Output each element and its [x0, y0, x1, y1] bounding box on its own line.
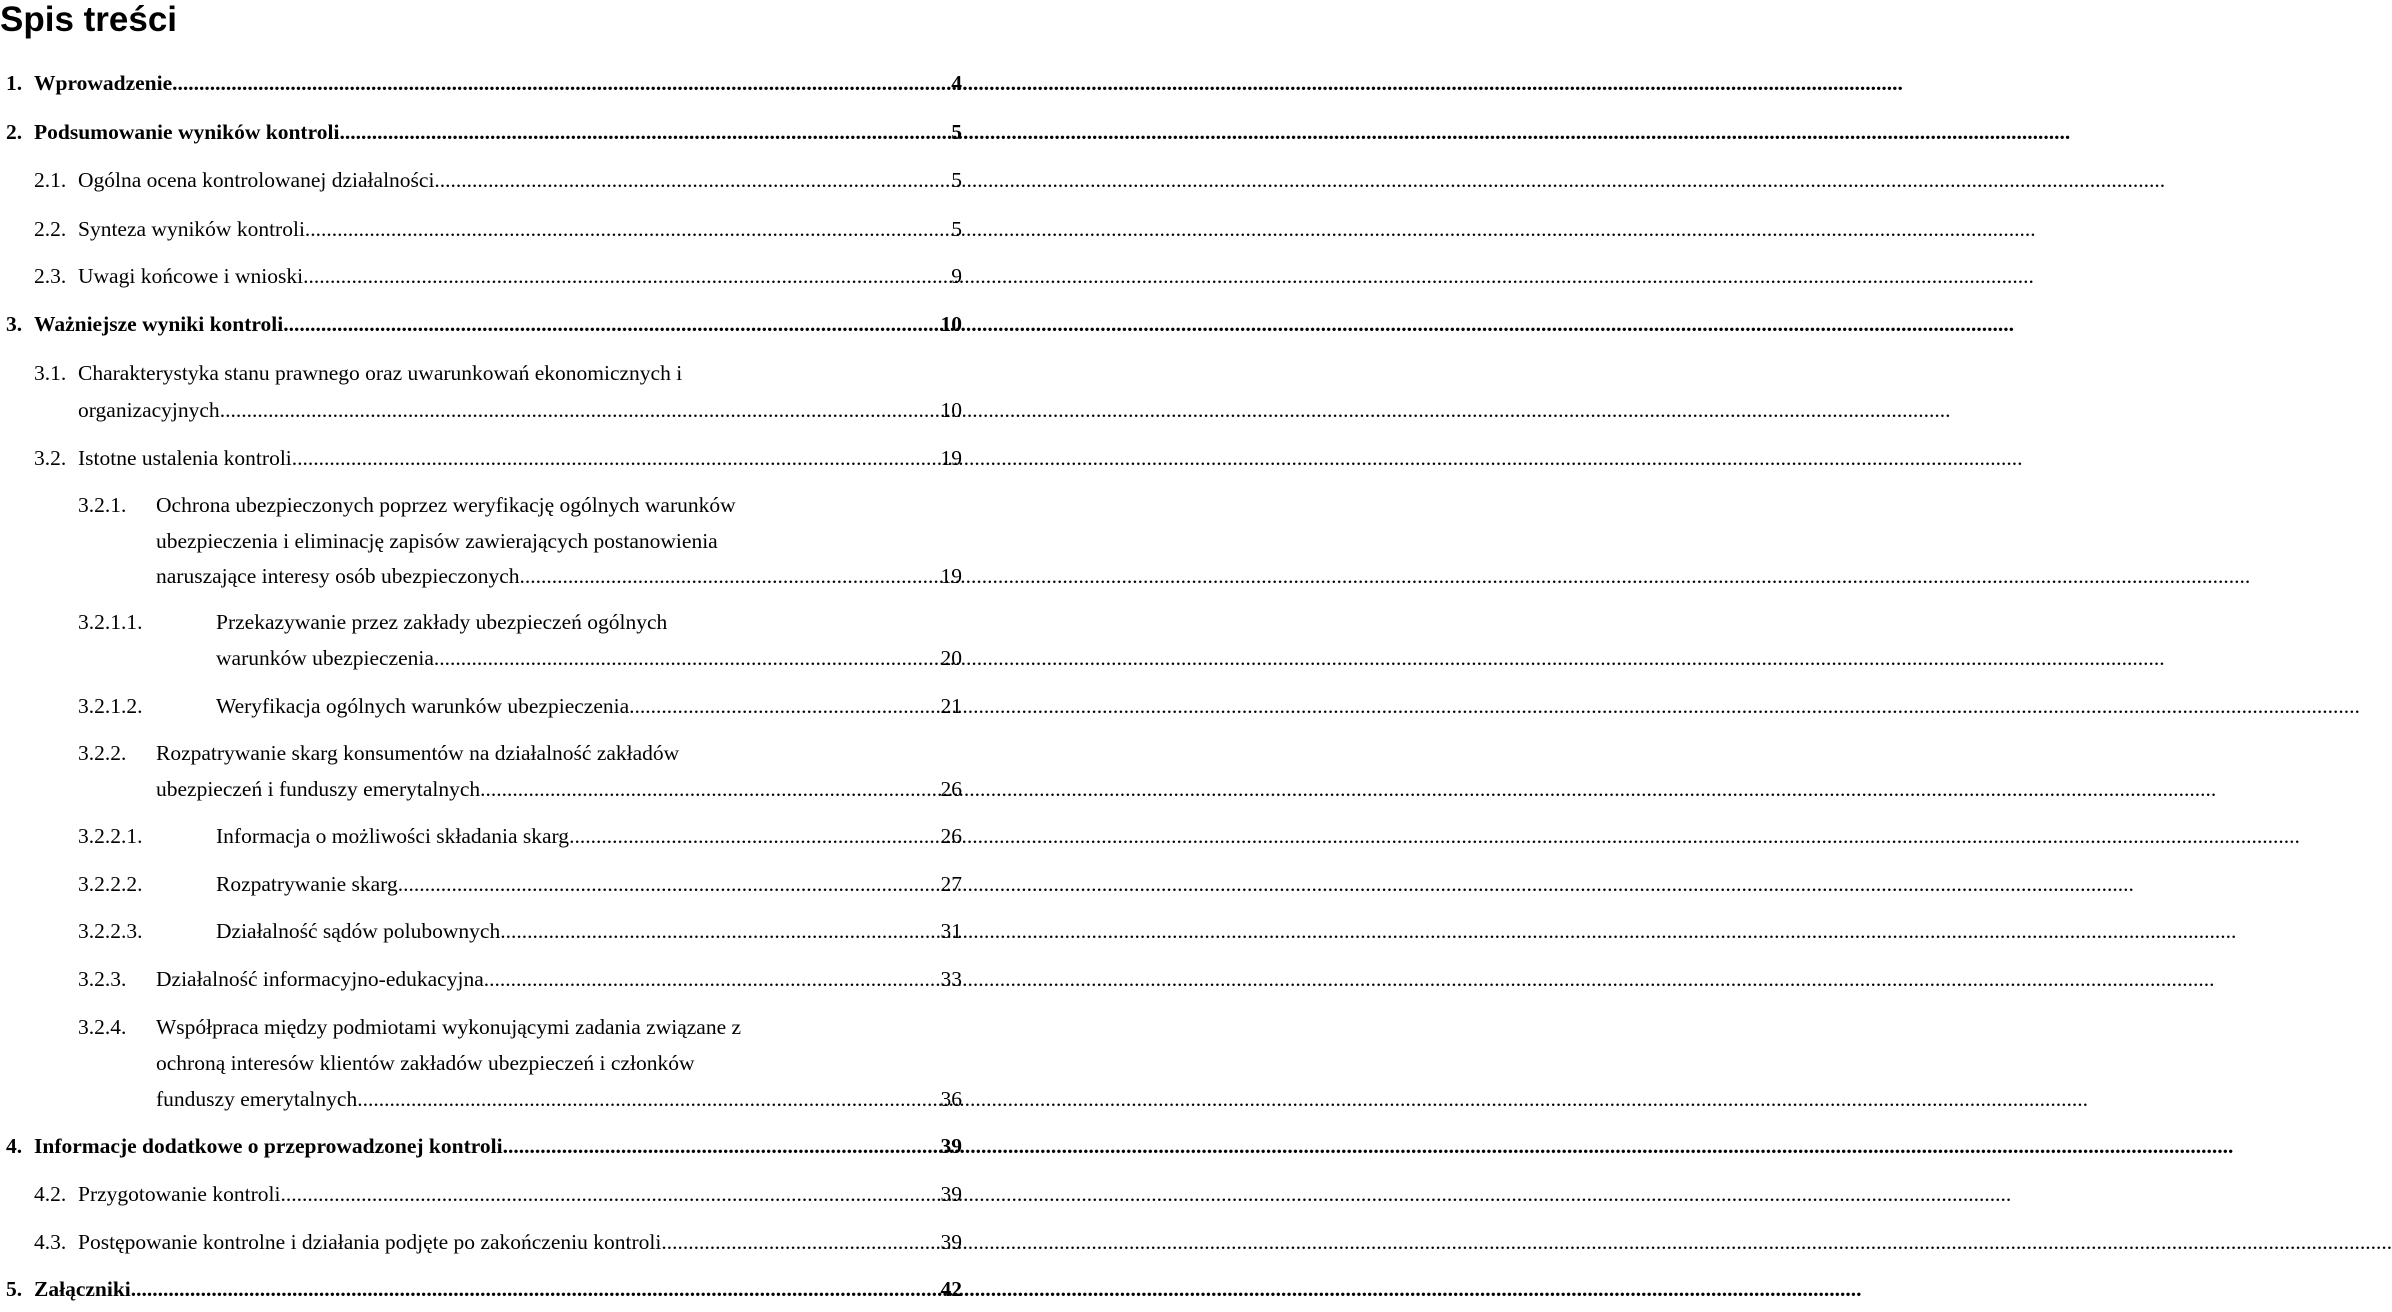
toc-entry-title: Weryfikacja ogólnych warunków ubezpieczenia: [216, 694, 630, 718]
toc-entry-title: Rozpatrywanie skarg konsumentów na działalność zakładów: [156, 741, 680, 765]
toc-entry-title: naruszające interesy osób ubezpieczonych: [156, 564, 520, 588]
toc-page-number: 42: [940, 1277, 962, 1301]
toc-entry[interactable]: [78, 1084, 962, 1114]
toc-entry-number: 2.: [6, 120, 23, 144]
toc-entry[interactable]: [34, 358, 962, 388]
toc-entry[interactable]: [78, 607, 962, 637]
toc-dot-leader: [403, 869, 939, 899]
toc-page-number: 21: [940, 694, 962, 718]
toc-dot-leader: [503, 1131, 940, 1161]
toc-page-number: 33: [940, 967, 962, 991]
toc-page-number: 39: [940, 1134, 962, 1158]
toc-entry-number: 2.1.: [34, 168, 67, 192]
toc-entry[interactable]: [78, 964, 962, 994]
toc-entry[interactable]: [78, 774, 962, 804]
toc-entry-title: Postępowanie kontrolne i działania podjęte po zakończeniu kontroli: [78, 1230, 662, 1254]
toc-entry-number: 3.2.2.2.: [78, 872, 143, 896]
toc-entry[interactable]: [78, 916, 962, 946]
toc-entry-title: Uwagi końcowe i wnioski: [78, 264, 304, 288]
toc-entry-title: ubezpieczenia i eliminację zapisów zawierających postanowienia: [156, 529, 718, 553]
toc-dot-leader: [292, 443, 940, 473]
toc-dot-leader: [520, 561, 940, 591]
table-of-contents: [0, 0, 960, 1312]
toc-entry[interactable]: [6, 68, 962, 98]
toc-entry-title: Synteza wyników kontroli: [78, 217, 305, 241]
toc-entry-title: Podsumowanie wyników kontroli: [34, 120, 340, 144]
toc-entry-title: organizacyjnych: [78, 398, 220, 422]
toc-page-number: 20: [940, 646, 962, 670]
toc-page-number: 39: [940, 1230, 962, 1254]
toc-entry-title: Informacja o możliwości składania skarg: [216, 824, 570, 848]
toc-entry[interactable]: [34, 214, 962, 244]
toc-page-number: 5: [951, 168, 962, 192]
toc-entry[interactable]: [34, 261, 962, 291]
toc-entry[interactable]: [34, 1227, 962, 1257]
toc-entry[interactable]: [34, 1179, 962, 1209]
toc-entry[interactable]: [6, 117, 962, 147]
toc-entry-title: Ważniejsze wyniki kontroli: [34, 312, 284, 336]
toc-dot-leader: [434, 165, 950, 195]
toc-page-number: 19: [940, 446, 962, 470]
toc-page-number: 26: [940, 777, 962, 801]
toc-entry[interactable]: [78, 821, 962, 851]
toc-page-number: 10: [940, 398, 962, 422]
toc-entry-title: Informacje dodatkowe o przeprowadzonej kontroli: [34, 1134, 503, 1158]
toc-entry-title: Przygotowanie kontroli: [78, 1182, 281, 1206]
toc-entry[interactable]: [78, 1012, 962, 1042]
toc-entry-title: Istotne ustalenia kontroli: [78, 446, 292, 470]
toc-entry-title: Przekazywanie przez zakłady ubezpieczeń ogólnych: [216, 610, 668, 634]
toc-entry-number: 2.2.: [34, 217, 67, 241]
toc-entry[interactable]: [78, 643, 962, 673]
toc-entry[interactable]: [78, 738, 962, 768]
toc-entry-number: 3.2.3.: [78, 967, 127, 991]
toc-entry-title: Wprowadzenie: [34, 71, 173, 95]
toc-entry-number: 3.: [6, 312, 23, 336]
toc-entry-number: 3.2.1.: [78, 493, 127, 517]
toc-entry[interactable]: [78, 691, 962, 721]
toc-dot-leader: [220, 395, 940, 425]
toc-entry-number: 4.3.: [34, 1230, 67, 1254]
toc-page-number: 5: [951, 217, 962, 241]
toc-entry[interactable]: [78, 490, 962, 520]
toc-entry-number: 4.: [6, 1134, 23, 1158]
toc-entry-title: warunków ubezpieczenia: [216, 646, 434, 670]
toc-dot-leader: [357, 1084, 939, 1114]
toc-entry-number: 3.2.2.3.: [78, 919, 143, 943]
toc-dot-leader: [305, 214, 950, 244]
toc-entry[interactable]: [34, 443, 962, 473]
toc-entry[interactable]: [78, 526, 962, 556]
toc-entry-title: ochroną interesów klientów zakładów ubezpieczeń i członków: [156, 1051, 695, 1075]
toc-page-number: 39: [940, 1182, 962, 1206]
toc-entry-number: 3.1.: [34, 361, 67, 385]
toc-dot-leader: [569, 821, 939, 851]
toc-entry[interactable]: [78, 1048, 962, 1078]
toc-page-number: 4: [951, 71, 962, 95]
toc-entry-title: Działalność informacyjno-edukacyjna: [156, 967, 484, 991]
toc-entry[interactable]: [78, 869, 962, 899]
toc-page-number: 9: [951, 264, 962, 288]
page-title: Spis treści: [0, 0, 178, 39]
toc-entry-number: 3.2.1.2.: [78, 694, 143, 718]
toc-entry-title: Współpraca między podmiotami wykonującymi zadania związane z: [156, 1015, 742, 1039]
toc-entry-number: 3.2.4.: [78, 1015, 127, 1039]
toc-entry-number: 3.2.2.: [78, 741, 127, 765]
toc-page-number: 36: [940, 1087, 962, 1111]
toc-dot-leader: [484, 964, 940, 994]
toc-entry-number: 3.2.1.1.: [78, 610, 143, 634]
toc-dot-leader: [434, 643, 940, 673]
toc-dot-leader: [303, 261, 950, 291]
toc-dot-leader: [661, 1227, 939, 1257]
toc-entry-title: funduszy emerytalnych: [156, 1087, 358, 1111]
toc-page-number: 31: [940, 919, 962, 943]
toc-dot-leader: [283, 309, 939, 339]
toc-dot-leader: [506, 916, 940, 946]
toc-dot-leader: [339, 117, 950, 147]
toc-page-number: 19: [940, 564, 962, 588]
toc-entry[interactable]: [34, 165, 962, 195]
toc-entry[interactable]: [34, 395, 962, 425]
toc-entry-title: ubezpieczeń i funduszy emerytalnych.: [156, 777, 486, 801]
toc-entry-number: 3.2.2.1.: [78, 824, 143, 848]
toc-page-number: 10: [940, 312, 962, 336]
toc-entry-title: Rozpatrywanie skarg.: [216, 872, 404, 896]
toc-entry-number: 5.: [6, 1277, 23, 1301]
toc-page-number: 5: [951, 120, 962, 144]
toc-entry[interactable]: [6, 309, 962, 339]
toc-entry-number: 1.: [6, 71, 23, 95]
toc-entry[interactable]: [6, 1274, 962, 1304]
toc-entry-title: Ochrona ubezpieczonych poprzez weryfikację ogólnych warunków: [156, 493, 736, 517]
toc-entry-number: 3.2.: [34, 446, 67, 470]
toc-entry-number: 4.2.: [34, 1182, 67, 1206]
toc-entry-number: 2.3.: [34, 264, 67, 288]
toc-dot-leader: [131, 1274, 940, 1304]
toc-entry-title: Charakterystyka stanu prawnego oraz uwarunkowań ekonomicznych i: [78, 361, 683, 385]
toc-dot-leader: [280, 1179, 939, 1209]
toc-entry-title: Załączniki: [34, 1277, 131, 1301]
toc-dot-leader: [486, 774, 940, 804]
toc-dot-leader: [172, 68, 950, 98]
toc-entry-title: Ogólna ocena kontrolowanej działalności: [78, 168, 435, 192]
toc-page-number: 27: [940, 872, 962, 896]
toc-dot-leader: [629, 691, 939, 721]
toc-entry[interactable]: [78, 561, 962, 591]
toc-entry[interactable]: [6, 1131, 962, 1161]
toc-page-number: 26: [940, 824, 962, 848]
toc-entry-title: Działalność sądów polubownych.: [216, 919, 506, 943]
